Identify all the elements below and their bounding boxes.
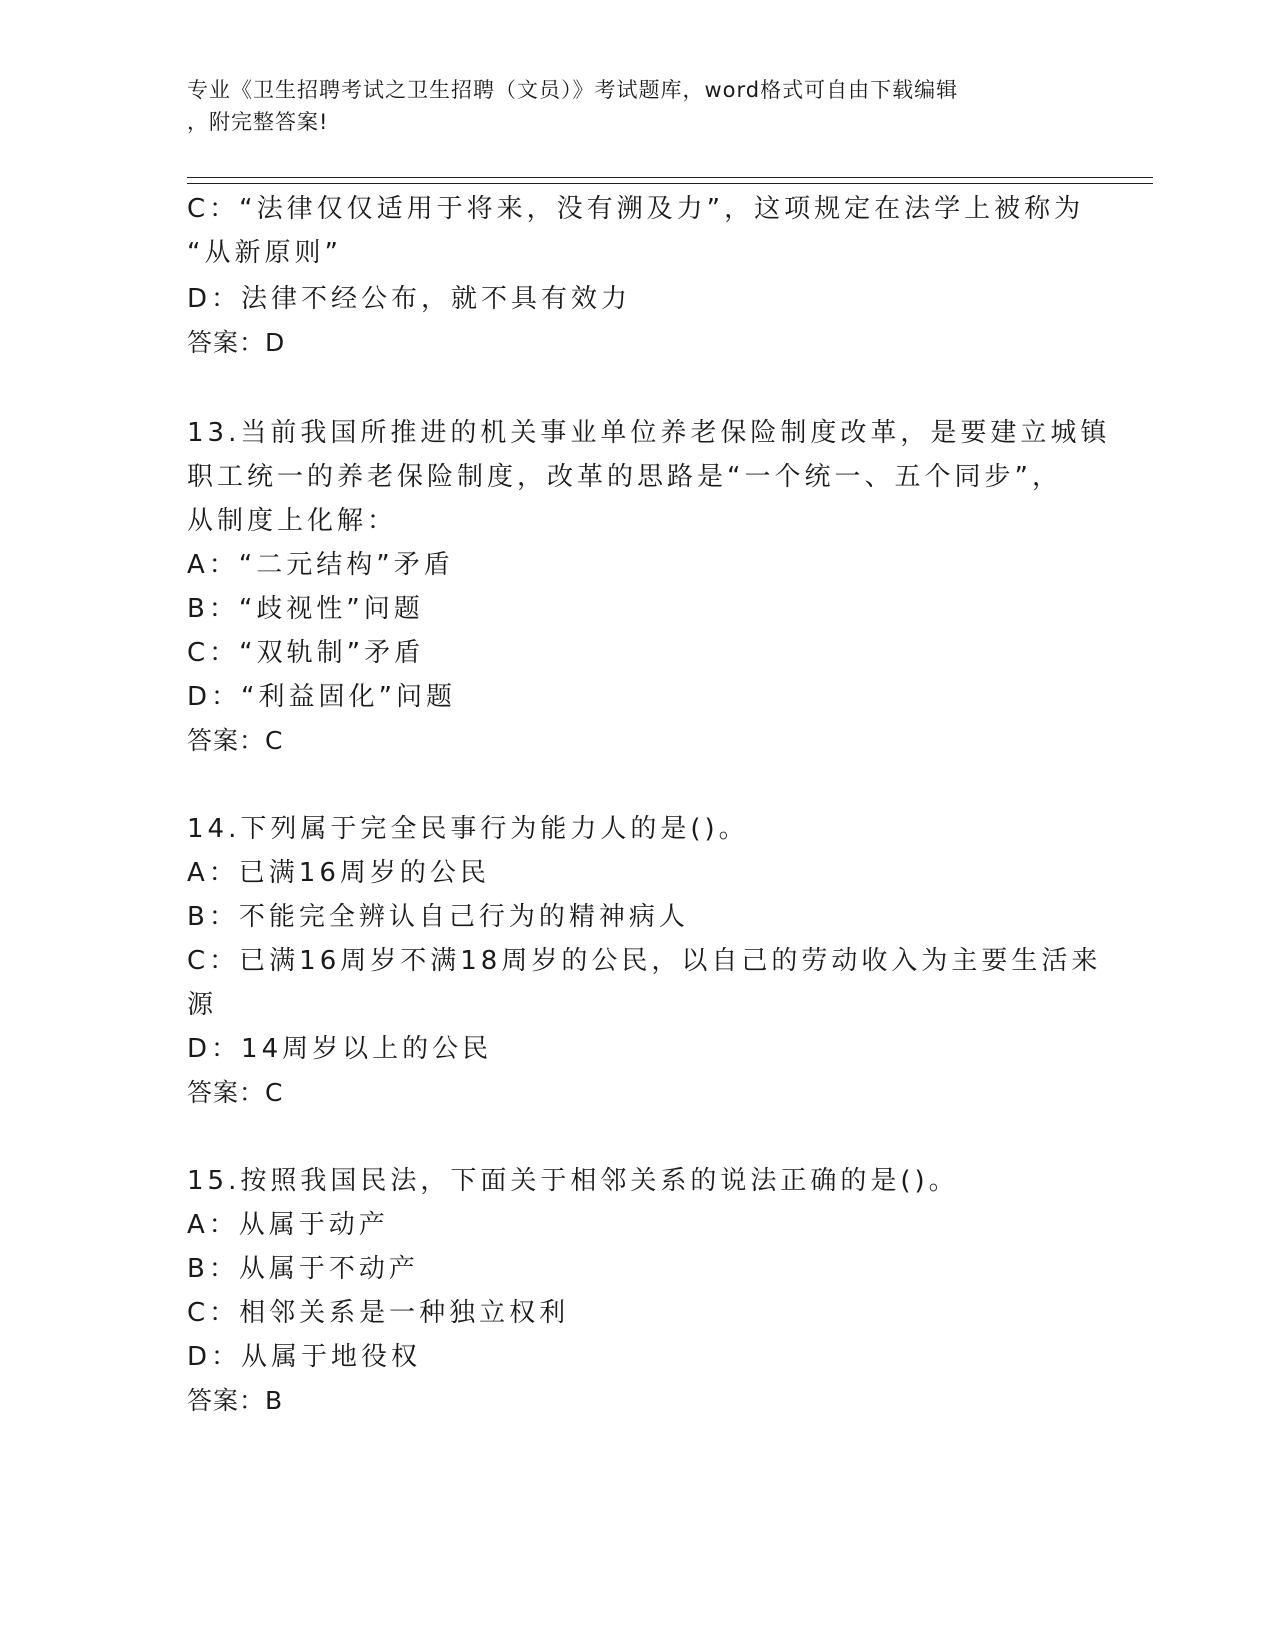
q14-answer: 答案：C	[187, 1078, 284, 1107]
q13-stem-line-3: 从制度上化解：	[187, 506, 398, 536]
header-divider-bottom	[187, 183, 1153, 184]
q12-option-d: D：法律不经公布，就不具有效力	[187, 284, 632, 314]
q14-stem: 14.下列属于完全民事行为能力人的是()。	[187, 814, 749, 844]
header-line-2: ，附完整答案!	[187, 110, 329, 134]
q12-option-c-line-2: “从新原则”	[187, 238, 342, 268]
q14-option-c-line-2: 源	[187, 990, 218, 1020]
q12-option-c-line-1: C：“法律仅仅适用于将来，没有溯及力”，这项规定在法学上被称为	[187, 194, 1085, 224]
document-header	[187, 74, 1067, 138]
q15-answer: 答案：B	[187, 1386, 284, 1415]
q13-answer: 答案：C	[187, 726, 284, 755]
q15-stem: 15.按照我国民法，下面关于相邻关系的说法正确的是()。	[187, 1166, 959, 1196]
q14-option-c-line-1: C：已满16周岁不满18周岁的公民，以自己的劳动收入为主要生活来	[187, 946, 1102, 976]
q15-option-c: C：相邻关系是一种独立权利	[187, 1298, 570, 1328]
q14-option-b: B：不能完全辨认自己行为的精神病人	[187, 902, 689, 932]
q13-option-b: B：“歧视性”问题	[187, 594, 424, 624]
q15-option-d: D：从属于地役权	[187, 1342, 422, 1372]
q13-option-d: D：“利益固化”问题	[187, 682, 456, 712]
q12-answer: 答案：D	[187, 328, 286, 357]
q13-option-a: A：“二元结构”矛盾	[187, 550, 454, 580]
q14-option-d: D：14周岁以上的公民	[187, 1034, 493, 1064]
q13-stem-line-2: 职工统一的养老保险制度，改革的思路是“一个统一、五个同步”，	[187, 462, 1062, 492]
header-divider-top	[187, 177, 1153, 178]
q15-option-b: B：从属于不动产	[187, 1254, 419, 1284]
header-line-1: 专业《卫生招聘考试之卫生招聘（文员）》考试题库，word格式可自由下载编辑	[187, 78, 959, 102]
q13-option-c: C：“双轨制”矛盾	[187, 638, 425, 668]
q15-option-a: A：从属于动产	[187, 1210, 389, 1240]
q14-option-a: A：已满16周岁的公民	[187, 858, 490, 888]
q13-stem-line-1: 13.当前我国所推进的机关事业单位养老保险制度改革，是要建立城镇	[187, 418, 1111, 448]
